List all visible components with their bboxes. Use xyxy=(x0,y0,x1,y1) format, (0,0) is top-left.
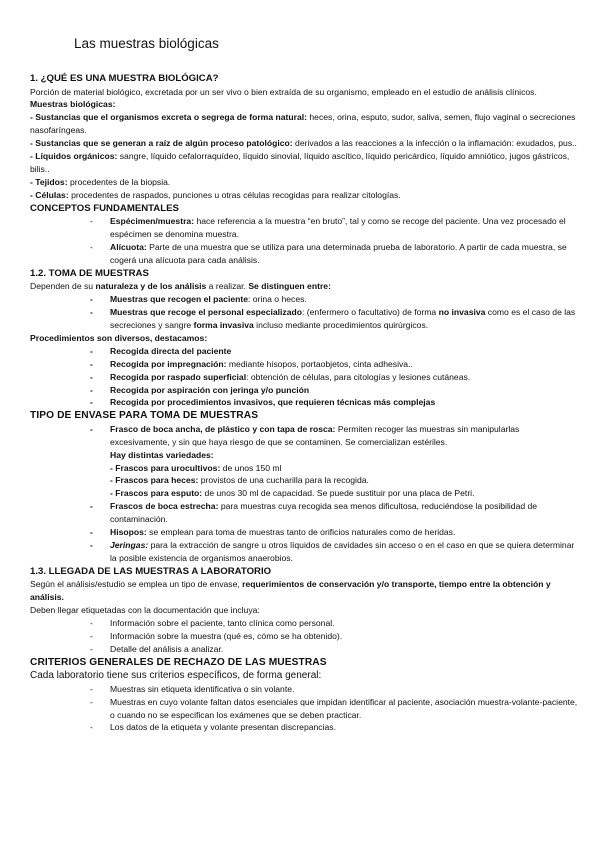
document-title: Las muestras biológicas xyxy=(74,36,219,51)
list-item: - Muestras en cuyo volante faltan datos esenciales que impidan identificar al paciente, asociación muestra-volante-paciente, o cuando no se especifican los exámenes que se deben practicar. xyxy=(30,696,578,722)
procedures-list xyxy=(30,345,578,410)
list-item: - Recogida directa del paciente xyxy=(30,345,578,358)
section-heading-envase: TIPO DE ENVASE PARA TOMA DE MUESTRAS xyxy=(30,410,259,422)
list-item: - Líquidos orgánicos: sangre, líquido cefalorraquídeo, líquido sinovial, líquido ascítico, líquido pericárdico, líquido amniótico, jugos gástricos, bilis.. xyxy=(30,151,570,174)
list-item: - Muestras que recogen el paciente: orina o heces. xyxy=(30,293,578,306)
paragraph: Según el análisis/estudio se emplea un tipo de envase, requerimientos de conservación y/o transporte, tiempo entre la obtención y análisis. xyxy=(30,579,551,603)
list-item: - Hisopos: se emplean para toma de muestras tanto de orificios naturales como de heridas. xyxy=(30,526,578,539)
list-item: - Frascos para esputo: de unos 30 ml de capacidad. Se puede sustituir por una placa de Petri. xyxy=(110,488,475,499)
list-item: - Frascos para urocultivos: de unos 150 ml xyxy=(110,462,282,473)
section-heading-1-3: 1.3. LLEGADA DE LAS MUESTRAS A LABORATORIO xyxy=(30,565,272,577)
list-item: - Información sobre el paciente, tanto clínica como personal. xyxy=(30,617,578,630)
list-item: - Jeringas: para la extracción de sangre u otros líquidos de cavidades sin acceso o en el caso en que se quiera determinar la posible existencia de organismos anaerobios. xyxy=(30,539,578,565)
subheading: Procedimientos son diversos, destacamos: xyxy=(30,332,208,343)
list-item: - Detalle del análisis a analizar. xyxy=(30,643,578,656)
paragraph: Cada laboratorio tiene sus criterios específicos, de forma general: xyxy=(30,670,322,682)
containers-list-2 xyxy=(30,500,578,565)
subheading: Muestras biológicas: xyxy=(30,99,116,110)
list-item: - Frascos de boca estrecha: para muestras cuya recogida sea menos dificultosa, reduciéndose la posibilidad de contaminación. xyxy=(30,500,578,526)
section-heading-conceptos: CONCEPTOS FUNDAMENTALES xyxy=(30,202,179,214)
rejection-criteria-list xyxy=(30,683,578,735)
section-heading-1-2: 1.2. TOMA DE MUESTRAS xyxy=(30,267,149,279)
containers-list xyxy=(30,423,578,449)
document-body xyxy=(30,72,578,734)
list-item: - Recogida por aspiración con jeringa y/o punción xyxy=(30,384,578,397)
list-item: - Alícuota: Parte de una muestra que se utiliza para una determinada prueba de laboratorio. A partir de cada muestra, se cogerá una alícuota para cada análisis. xyxy=(30,241,578,267)
paragraph: Dependen de su naturaleza y de los análisis a realizar. Se distinguen entre: xyxy=(30,281,331,292)
list-item: - Sustancias que el organismos excreta o segrega de forma natural: heces, orina, esputo, sudor, saliva, semen, flujo vaginal o secreciones nasofaríngeas. xyxy=(30,112,576,136)
sample-collectors-list xyxy=(30,293,578,332)
list-item: - Los datos de la etiqueta y volante presentan discrepancias. xyxy=(30,721,578,734)
paragraph: Deben llegar etiquetadas con la documentación que incluya: xyxy=(30,605,260,616)
section-heading-rechazo: CRITERIOS GENERALES DE RECHAZO DE LAS MUESTRAS xyxy=(30,656,327,668)
list-item: - Tejidos: procedentes de la biopsia. xyxy=(30,176,171,187)
list-item: - Frasco de boca ancha, de plástico y con tapa de rosca: Permiten recoger las muestras sin manipularlas excesivamente, y sin que haya riesgo de que se contaminen. Se comercializan estériles. xyxy=(30,423,578,449)
list-item: - Recogida por impregnación: mediante hisopos, portaobjetos, cinta adhesiva.. xyxy=(30,358,578,371)
section-heading-1: 1. ¿QUÉ ES UNA MUESTRA BIOLÓGICA? xyxy=(30,73,219,84)
subheading: Hay distintas variedades: xyxy=(110,449,214,460)
paragraph: Porción de material biológico, excretada por un ser vivo o bien extraída de su organismo, empleado en el estudio de análisis clínicos. xyxy=(30,86,537,97)
concepts-list xyxy=(30,215,578,267)
label-info-list xyxy=(30,617,578,656)
list-item: - Recogida por raspado superficial: obtención de células, para citologías y lesiones cutáneas. xyxy=(30,371,578,384)
list-item: - Recogida por procedimientos invasivos, que requieren técnicas más complejas xyxy=(30,396,578,409)
variants-block xyxy=(30,449,578,501)
list-item: - Células: procedentes de raspados, punciones u otras células recogidas para realizar citologías. xyxy=(30,189,401,200)
list-item: - Sustancias que se generan a raíz de algún proceso patológico: derivados a las reacciones a la infección o la inflamación: exudados, pus.. xyxy=(30,138,577,149)
list-item: - Muestras sin etiqueta identificativa o sin volante. xyxy=(30,683,578,696)
list-item: - Información sobre la muestra (qué es, cómo se ha obtenido). xyxy=(30,630,578,643)
list-item: - Frascos para heces: provistos de una cucharilla para la recogida. xyxy=(110,475,369,486)
list-item: - Muestras que recoge el personal especializado: (enfermero o facultativo) de forma no invasiva como es el caso de las secreciones y sangre forma invasiva incluso mediante procedimientos quirúrgicos. xyxy=(30,306,578,332)
list-item: - Espécimen/muestra: hace referencia a la muestra “en bruto”, tal y como se recoge del paciente. Una vez procesado el espécimen se denomina muestra. xyxy=(30,215,578,241)
